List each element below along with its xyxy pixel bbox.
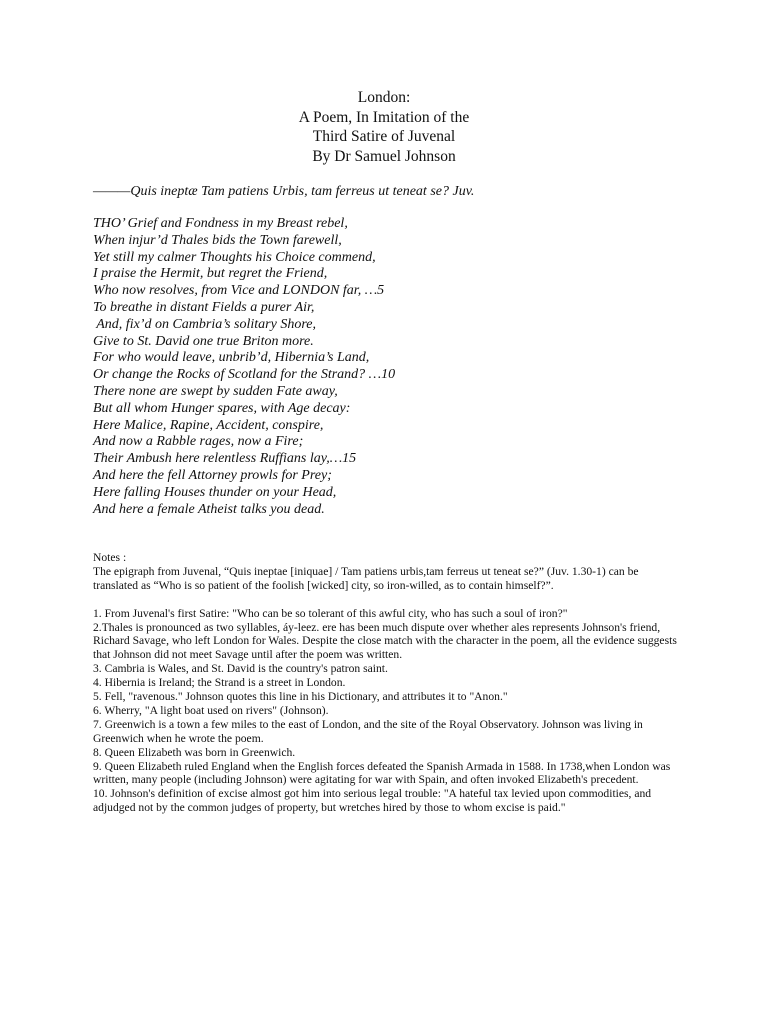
note-item: 4. Hibernia is Ireland; the Strand is a street in London. — [93, 676, 346, 690]
note-item: 1. From Juvenal's first Satire: "Who can be so tolerant of this awful city, who has such a soul of iron?" — [93, 606, 568, 620]
poem-line: Or change the Rocks of Scotland for the Strand? …10 — [93, 367, 396, 383]
poem-line: Give to St. David one true Briton more. — [93, 333, 314, 349]
note-item: 7. Greenwich is a town a few miles to the east of London, and the site of the Royal Observatory. Johnson was living in Greenwich when he wrote the poem. — [93, 717, 643, 745]
poem-line: Here Malice, Rapine, Accident, conspire, — [93, 417, 324, 433]
title-line-4: By Dr Samuel Johnson — [312, 147, 456, 165]
poem-line: For who would leave, unbrib’d, Hibernia’s Land, — [93, 350, 370, 366]
poem-line: When injur’d Thales bids the Town farewell, — [93, 232, 342, 248]
note-item: 10. Johnson's definition of excise almost got him into serious legal trouble: "A hateful tax levied upon commodities, and adjudged not by the common judges of property, but wretches hired by those to whom excise is paid." — [93, 787, 652, 815]
poem-line: And here the fell Attorney prowls for Prey; — [93, 467, 332, 483]
poem-line: Yet still my calmer Thoughts his Choice commend, — [93, 249, 376, 265]
note-item: 6. Wherry, "A light boat used on rivers" (Johnson). — [93, 703, 329, 717]
poem-line: Here falling Houses thunder on your Head, — [93, 484, 337, 500]
title-line-2: A Poem, In Imitation of the — [298, 108, 470, 126]
poem-line: THO’ Grief and Fondness in my Breast rebel, — [93, 216, 348, 231]
poem-line: There none are swept by sudden Fate away, — [93, 383, 338, 399]
title-line-1: London: — [357, 89, 411, 106]
poem-line: And now a Rabble rages, now a Fire; — [93, 434, 304, 450]
poem-line: To breathe in distant Fields a purer Air, — [93, 299, 315, 315]
poem-line: Their Ambush here relentless Ruffians lay,…15 — [93, 451, 357, 467]
title-line-3: Third Satire of Juvenal — [312, 128, 456, 145]
notes-section — [93, 551, 683, 815]
poem-text — [93, 216, 733, 518]
note-item: 9. Queen Elizabeth ruled England when the English forces defeated the Spanish Armada in 1588. In 1738,when London was written, many people (including Johnson) were agitating for war with Spain, and often invoked Elizabeth's precedent. — [93, 759, 671, 787]
note-item: 3. Cambria is Wales, and St. David is the country's patron saint. — [93, 662, 388, 676]
poem-line: And here a female Atheist talks you dead. — [93, 501, 325, 517]
note-item: 2.Thales is pronounced as two syllables, áy-leez. ere has been much dispute over whether ales represents Johnson's friend, Richard Savage, who left London for Wales. Despite the close match with the character in the poem, all the evidence suggests that Johnson did not meet Savage until after the poem was written. — [93, 620, 677, 662]
poem-title — [0, 88, 768, 166]
poem-line: And, fix’d on Cambria’s solitary Shore, — [93, 316, 316, 332]
notes-heading: Notes : — [93, 551, 127, 564]
poem-line: I praise the Hermit, but regret the Friend, — [93, 266, 328, 282]
note-item: 5. Fell, "ravenous." Johnson quotes this line in his Dictionary, and attributes it to "Anon." — [93, 690, 508, 704]
notes-intro: The epigraph from Juvenal, “Quis ineptae [iniquae] / Tam patiens urbis,tam ferreus ut teneat se?” (Juv. 1.30-1) can be translated as “Who is so patient of the foolish [wicked] city, so iron-willed, as to contain himself?”. — [93, 564, 639, 592]
note-item: 8. Queen Elizabeth was born in Greenwich. — [93, 745, 296, 759]
poem-line: Who now resolves, from Vice and LONDON far, …5 — [93, 283, 385, 299]
epigraph: ———Quis ineptæ Tam patiens Urbis, tam ferreus ut teneat se? Juv. — [93, 184, 475, 199]
poem-line: But all whom Hunger spares, with Age decay: — [93, 400, 351, 416]
